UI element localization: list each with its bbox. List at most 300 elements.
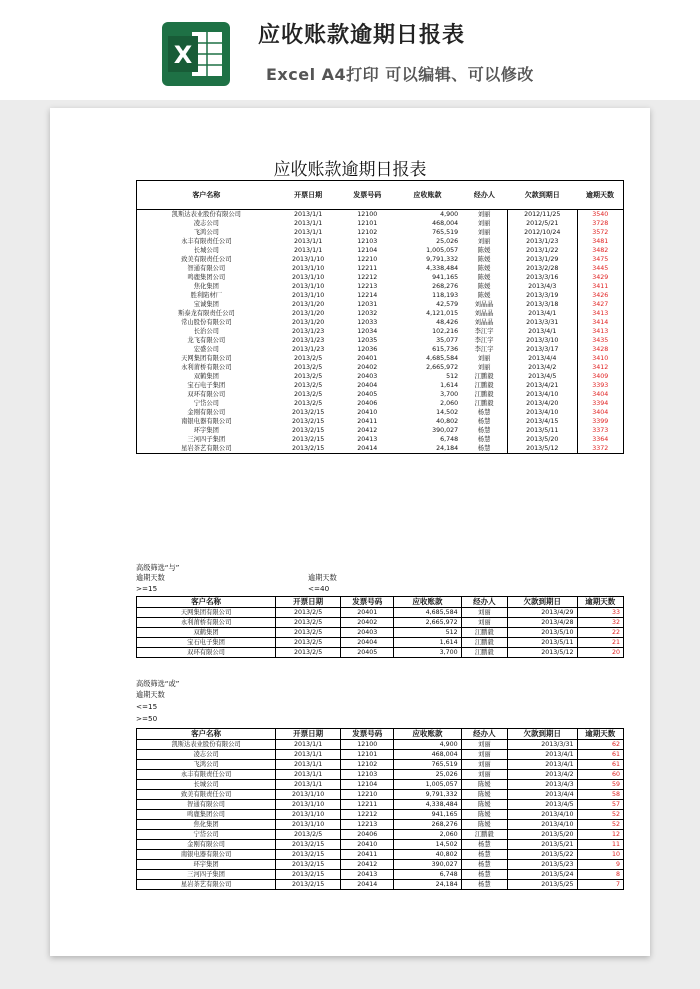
table-cell: 2013/1/22 bbox=[508, 246, 578, 255]
table-cell: 陈媛 bbox=[477, 265, 491, 272]
table-row bbox=[137, 309, 624, 318]
table-cell: 杨慧 bbox=[477, 436, 491, 443]
table-cell: 江鹏毅 bbox=[461, 830, 507, 840]
table-cell: 512 bbox=[394, 628, 461, 638]
table-cell: 南银电器有限公司 bbox=[181, 418, 232, 425]
table-cell: 飞鸿公司 bbox=[193, 229, 219, 236]
table-cell: 4,900 bbox=[440, 211, 459, 218]
table-cell: 20406 bbox=[357, 400, 378, 407]
table-cell: 3413 bbox=[592, 310, 609, 317]
table-cell: 4,121,015 bbox=[426, 310, 459, 317]
table-cell: 江鹏毅 bbox=[474, 391, 494, 398]
table-cell: 12103 bbox=[357, 238, 378, 245]
table-cell: 永丰有限责任公司 bbox=[137, 770, 276, 780]
table-cell: 陈媛 bbox=[477, 292, 491, 299]
table-cell: 2013/2/5 bbox=[276, 608, 341, 618]
table-cell: 118,193 bbox=[432, 292, 459, 299]
table-cell: 20411 bbox=[357, 418, 378, 425]
table-cell: 3475 bbox=[592, 256, 609, 263]
table-cell: 35,077 bbox=[436, 337, 459, 344]
table-cell: 2013/2/5 bbox=[276, 648, 341, 658]
table-cell: 智通有限公司 bbox=[187, 265, 226, 272]
column-header: 开票日期 bbox=[276, 181, 341, 210]
table-cell: 12101 bbox=[341, 750, 394, 760]
table-cell: 2013/1/1 bbox=[293, 229, 323, 236]
table-cell: 2013/1/29 bbox=[508, 255, 578, 264]
table-cell: 2013/5/21 bbox=[508, 840, 578, 850]
table-cell: 环宇集团 bbox=[193, 427, 219, 434]
table-cell: 杨慧 bbox=[477, 427, 491, 434]
table-cell: 2013/1/1 bbox=[276, 750, 341, 760]
table-cell: 胜利陷材厂 bbox=[190, 292, 223, 299]
table-cell: 3540 bbox=[592, 211, 609, 218]
table-cell: 2013/1/23 bbox=[508, 237, 578, 246]
table-cell: 2013/4/3 bbox=[508, 780, 578, 790]
table-cell: 天网集团有限公司 bbox=[181, 355, 232, 362]
sheet-page bbox=[50, 108, 650, 956]
table-cell: 3393 bbox=[592, 382, 609, 389]
filter-and-crit-value-2: <=40 bbox=[308, 584, 330, 593]
table-cell: 12102 bbox=[357, 229, 378, 236]
filter-or-crit-label: 逾期天数 bbox=[136, 690, 165, 699]
table-cell: 22 bbox=[577, 628, 623, 638]
table-cell: 2,665,972 bbox=[426, 364, 459, 371]
table-cell: 三河四子集团 bbox=[137, 870, 276, 880]
table-cell: 2013/2/28 bbox=[508, 264, 578, 273]
table-cell: 陈媛 bbox=[461, 790, 507, 800]
table-cell: 凯斯达表业股份有限公司 bbox=[137, 740, 276, 750]
table-cell: 12211 bbox=[357, 265, 378, 272]
table-row bbox=[137, 255, 624, 264]
table-row bbox=[137, 273, 624, 282]
column-header: 应收账款 bbox=[394, 729, 461, 740]
table-cell: 2013/3/19 bbox=[508, 291, 578, 300]
table-cell: 20404 bbox=[341, 638, 394, 648]
table-cell: 2013/2/15 bbox=[276, 860, 341, 870]
table-cell: 12031 bbox=[357, 301, 378, 308]
table-cell: 2012/10/24 bbox=[508, 228, 578, 237]
column-header: 经办人 bbox=[461, 181, 507, 210]
table-cell: 刘丽 bbox=[461, 740, 507, 750]
table-row bbox=[137, 760, 624, 770]
table-cell: 3,700 bbox=[394, 648, 461, 658]
table-cell: 3413 bbox=[592, 328, 609, 335]
table-cell: 2013/5/10 bbox=[508, 628, 578, 638]
table-cell: 2013/2/15 bbox=[276, 840, 341, 850]
table-cell: 2013/2/15 bbox=[276, 880, 341, 890]
table-cell: 陈媛 bbox=[461, 820, 507, 830]
table-cell: 25,026 bbox=[394, 770, 461, 780]
table-cell: 2013/2/5 bbox=[276, 830, 341, 840]
table-cell: 2013/2/5 bbox=[293, 382, 323, 389]
table-cell: 12214 bbox=[357, 292, 378, 299]
table-cell: 2013/5/20 bbox=[508, 830, 578, 840]
main-table-header bbox=[137, 181, 624, 210]
table-cell: 3404 bbox=[592, 391, 609, 398]
table-cell: 3482 bbox=[592, 247, 609, 254]
table-cell: 2013/5/12 bbox=[508, 444, 578, 454]
main-table bbox=[136, 180, 624, 454]
table-cell: 2013/1/10 bbox=[291, 292, 325, 299]
table-row bbox=[137, 435, 624, 444]
table-cell: 14,502 bbox=[394, 840, 461, 850]
column-header: 开票日期 bbox=[276, 597, 341, 608]
table-cell: 12033 bbox=[357, 319, 378, 326]
table-cell: 3481 bbox=[592, 238, 609, 245]
table-cell: 3428 bbox=[592, 346, 609, 353]
table-cell: 57 bbox=[577, 800, 623, 810]
table-cell: 飞鸿公司 bbox=[137, 760, 276, 770]
table-cell: 2013/1/1 bbox=[293, 211, 323, 218]
table-row bbox=[137, 219, 624, 228]
table-cell: 3435 bbox=[592, 337, 609, 344]
table-cell: 李江宇 bbox=[474, 337, 494, 344]
table-cell: 常山股份有限公司 bbox=[181, 319, 232, 326]
table-cell: 陈媛 bbox=[477, 274, 491, 281]
table-cell: 长治公司 bbox=[193, 328, 219, 335]
table-cell: 12210 bbox=[341, 790, 394, 800]
table-cell: 2013/1/1 bbox=[276, 780, 341, 790]
table-cell: 2013/1/23 bbox=[291, 337, 325, 344]
svg-text:X: X bbox=[173, 41, 193, 69]
table-row bbox=[137, 399, 624, 408]
table-cell: 2013/4/1 bbox=[508, 309, 578, 318]
table-cell: 941,165 bbox=[432, 274, 459, 281]
table-row bbox=[137, 850, 624, 860]
column-header: 欠款到期日 bbox=[508, 597, 578, 608]
table-row bbox=[137, 381, 624, 390]
table-cell: 2013/1/10 bbox=[276, 790, 341, 800]
table-cell: 刘丽 bbox=[477, 220, 491, 227]
table-cell: 52 bbox=[577, 820, 623, 830]
table-cell: 2013/1/23 bbox=[291, 328, 325, 335]
table-cell: 12213 bbox=[357, 283, 378, 290]
table-cell: 20411 bbox=[341, 850, 394, 860]
table-cell: 12213 bbox=[341, 820, 394, 830]
table-cell: 2013/1/10 bbox=[276, 800, 341, 810]
table-cell: 江鹏毅 bbox=[461, 638, 507, 648]
table-cell: 永丰有限责任公司 bbox=[181, 238, 232, 245]
table-cell: 凌志公司 bbox=[137, 750, 276, 760]
table-cell: 双环有限公司 bbox=[137, 648, 276, 658]
table-cell: 40,802 bbox=[436, 418, 459, 425]
table-row bbox=[137, 608, 624, 618]
table-cell: 12212 bbox=[357, 274, 378, 281]
table-cell: 14,502 bbox=[436, 409, 459, 416]
table-cell: 12036 bbox=[357, 346, 378, 353]
table-cell: 杨慧 bbox=[477, 445, 491, 452]
table-cell: 12210 bbox=[357, 256, 378, 263]
filter-and-crit-value-1: >=15 bbox=[136, 584, 158, 593]
table-cell: 陈媛 bbox=[461, 810, 507, 820]
table-cell: 杨慧 bbox=[477, 409, 491, 416]
table-row bbox=[137, 880, 624, 890]
table-cell: 永利莆桥有限公司 bbox=[181, 364, 232, 371]
table-cell: 刘丽 bbox=[461, 608, 507, 618]
sheet-title: 应收账款逾期日报表 bbox=[273, 160, 427, 180]
table-cell: 陈媛 bbox=[477, 256, 491, 263]
table-cell: 3572 bbox=[592, 229, 609, 236]
table-row bbox=[137, 246, 624, 255]
table-cell: 24,184 bbox=[394, 880, 461, 890]
column-header: 欠款到期日 bbox=[508, 729, 578, 740]
table-row bbox=[137, 780, 624, 790]
table-cell: 2013/1/1 bbox=[293, 220, 323, 227]
table-cell: 3412 bbox=[592, 364, 609, 371]
table-cell: 刘丽 bbox=[461, 770, 507, 780]
table-row bbox=[137, 840, 624, 850]
table-cell: 2013/2/15 bbox=[276, 870, 341, 880]
table-cell: 2013/2/5 bbox=[293, 400, 323, 407]
table-cell: 鸣鹿集团公司 bbox=[137, 810, 276, 820]
table-cell: 2013/1/1 bbox=[276, 760, 341, 770]
table-cell: 金刚有限公司 bbox=[137, 840, 276, 850]
filter-and-crit-label-1: 逾期天数 bbox=[136, 573, 165, 582]
table-cell: 12100 bbox=[341, 740, 394, 750]
table-cell: 3404 bbox=[592, 409, 609, 416]
column-header: 客户名称 bbox=[137, 729, 276, 740]
table-cell: 刘丽 bbox=[477, 238, 491, 245]
table-cell: 2013/3/31 bbox=[508, 318, 578, 327]
table-cell: 20405 bbox=[341, 648, 394, 658]
table-cell: 1,614 bbox=[394, 638, 461, 648]
table-row bbox=[137, 790, 624, 800]
table-cell: 江鹏毅 bbox=[474, 373, 494, 380]
column-header: 发票号码 bbox=[341, 729, 394, 740]
table-cell: 2013/2/15 bbox=[276, 850, 341, 860]
table-cell: 刘丽 bbox=[477, 364, 491, 371]
table-cell: 3394 bbox=[592, 400, 609, 407]
table-row bbox=[137, 628, 624, 638]
table-cell: 2013/2/5 bbox=[293, 355, 323, 362]
banner bbox=[0, 0, 700, 100]
table-cell: 2013/2/15 bbox=[291, 445, 325, 452]
table-cell: 32 bbox=[577, 618, 623, 628]
table-cell: 2013/3/10 bbox=[508, 336, 578, 345]
table-cell: 焦化集团 bbox=[137, 820, 276, 830]
table-cell: 12101 bbox=[357, 220, 378, 227]
filter-and-table bbox=[136, 596, 624, 658]
table-cell: 20413 bbox=[357, 436, 378, 443]
table-row bbox=[137, 444, 624, 454]
table-cell: 9 bbox=[577, 860, 623, 870]
table-cell: 4,685,584 bbox=[426, 355, 459, 362]
table-cell: 2013/4/10 bbox=[508, 408, 578, 417]
table-cell: 8 bbox=[577, 870, 623, 880]
table-cell: 20412 bbox=[357, 427, 378, 434]
table-cell: 2013/2/5 bbox=[276, 638, 341, 648]
table-cell: 20 bbox=[577, 648, 623, 658]
table-cell: 陈媛 bbox=[461, 800, 507, 810]
table-cell: 58 bbox=[577, 790, 623, 800]
table-cell: 2013/2/5 bbox=[276, 628, 341, 638]
table-cell: 2013/2/15 bbox=[291, 409, 325, 416]
table-cell: 江鹏毅 bbox=[474, 382, 494, 389]
table-cell: 20401 bbox=[341, 608, 394, 618]
table-cell: 3372 bbox=[592, 445, 609, 452]
table-cell: 42,579 bbox=[436, 301, 459, 308]
table-cell: 3445 bbox=[592, 265, 609, 272]
table-cell: 615,736 bbox=[432, 346, 459, 353]
table-cell: 智通有限公司 bbox=[137, 800, 276, 810]
table-cell: 李江宇 bbox=[474, 328, 494, 335]
table-cell: 12104 bbox=[341, 780, 394, 790]
table-cell: 2013/1/10 bbox=[291, 265, 325, 272]
table-cell: 焦化集团 bbox=[193, 283, 219, 290]
table-cell: 61 bbox=[577, 760, 623, 770]
table-cell: 宝诚集团 bbox=[193, 301, 219, 308]
table-row bbox=[137, 228, 624, 237]
table-cell: 2013/2/5 bbox=[276, 618, 341, 628]
table-cell: 3410 bbox=[592, 355, 609, 362]
table-row bbox=[137, 820, 624, 830]
table-cell: 刘丽 bbox=[461, 760, 507, 770]
table-cell: 江鹏毅 bbox=[461, 628, 507, 638]
table-cell: 12 bbox=[577, 830, 623, 840]
table-cell: 2013/5/11 bbox=[508, 426, 578, 435]
table-cell: 2013/2/15 bbox=[291, 427, 325, 434]
table-row bbox=[137, 638, 624, 648]
column-header: 逾期天数 bbox=[577, 597, 623, 608]
table-cell: 3414 bbox=[592, 319, 609, 326]
table-row bbox=[137, 426, 624, 435]
table-cell: 2013/4/1 bbox=[508, 327, 578, 336]
table-cell: 1,614 bbox=[440, 382, 459, 389]
table-cell: 杨慧 bbox=[461, 880, 507, 890]
table-row bbox=[137, 372, 624, 381]
table-cell: 杨慧 bbox=[461, 840, 507, 850]
table-cell: 2013/1/10 bbox=[291, 283, 325, 290]
table-row bbox=[137, 291, 624, 300]
table-cell: 2013/2/15 bbox=[291, 418, 325, 425]
table-cell: 鸣鹿集团公司 bbox=[187, 274, 226, 281]
table-cell: 星岩茶艺有限公司 bbox=[181, 445, 232, 452]
table-cell: 6,748 bbox=[440, 436, 459, 443]
table-cell: 390,027 bbox=[394, 860, 461, 870]
table-cell: 11 bbox=[577, 840, 623, 850]
table-cell: 2013/1/23 bbox=[291, 346, 325, 353]
table-cell: 12103 bbox=[341, 770, 394, 780]
table-cell: 7 bbox=[577, 880, 623, 890]
table-cell: 12100 bbox=[357, 211, 378, 218]
table-cell: 12034 bbox=[357, 328, 378, 335]
table-cell: 10 bbox=[577, 850, 623, 860]
table-cell: 20412 bbox=[341, 860, 394, 870]
table-row bbox=[137, 363, 624, 372]
table-cell: 斯泰龙有限责任公司 bbox=[177, 310, 235, 317]
table-cell: 2013/5/25 bbox=[508, 880, 578, 890]
table-cell: 20410 bbox=[341, 840, 394, 850]
table-cell: 李江宇 bbox=[474, 346, 494, 353]
table-cell: 刘丽 bbox=[477, 355, 491, 362]
table-row bbox=[137, 327, 624, 336]
table-cell: 宝石电子集团 bbox=[187, 382, 226, 389]
table-cell: 2013/4/1 bbox=[508, 760, 578, 770]
table-cell: 52 bbox=[577, 810, 623, 820]
table-cell: 双鹤集团 bbox=[137, 628, 276, 638]
table-cell: 2013/4/21 bbox=[508, 381, 578, 390]
table-row bbox=[137, 354, 624, 363]
table-cell: 天网集团有限公司 bbox=[137, 608, 276, 618]
table-cell: 765,519 bbox=[394, 760, 461, 770]
table-cell: 2013/4/3 bbox=[508, 282, 578, 291]
table-row bbox=[137, 264, 624, 273]
table-cell: 2013/4/10 bbox=[508, 820, 578, 830]
table-cell: 双鹤集团 bbox=[193, 373, 219, 380]
table-row bbox=[137, 282, 624, 291]
table-row bbox=[137, 336, 624, 345]
table-cell: 4,338,484 bbox=[426, 265, 459, 272]
filter-or-table bbox=[136, 728, 624, 890]
table-cell: 12102 bbox=[341, 760, 394, 770]
table-cell: 刘晶晶 bbox=[474, 301, 494, 308]
table-cell: 2013/4/10 bbox=[508, 810, 578, 820]
table-cell: 金刚有限公司 bbox=[187, 409, 226, 416]
table-cell: 双环有限公司 bbox=[187, 391, 226, 398]
table-cell: 刘晶晶 bbox=[474, 310, 494, 317]
table-cell: 12211 bbox=[341, 800, 394, 810]
table-cell: 宏盛公司 bbox=[193, 346, 219, 353]
table-row bbox=[137, 830, 624, 840]
table-cell: 2,060 bbox=[394, 830, 461, 840]
table-cell: 2013/4/2 bbox=[508, 770, 578, 780]
table-cell: 33 bbox=[577, 608, 623, 618]
table-cell: 星岩茶艺有限公司 bbox=[137, 880, 276, 890]
table-cell: 2013/3/18 bbox=[508, 300, 578, 309]
table-row bbox=[137, 237, 624, 246]
table-cell: 2013/3/16 bbox=[508, 273, 578, 282]
banner-subtitle: Excel A4打印 可以编辑、可以修改 bbox=[266, 65, 534, 84]
table-row bbox=[137, 618, 624, 628]
table-cell: 3364 bbox=[592, 436, 609, 443]
table-cell: 12035 bbox=[357, 337, 378, 344]
table-cell: 1,005,057 bbox=[426, 247, 459, 254]
table-cell: 2012/5/21 bbox=[508, 219, 578, 228]
column-header: 发票号码 bbox=[341, 597, 394, 608]
column-header: 发票号码 bbox=[341, 181, 394, 210]
table-cell: 2013/4/1 bbox=[508, 750, 578, 760]
table-cell: 20403 bbox=[357, 373, 378, 380]
table-cell: 3399 bbox=[592, 418, 609, 425]
table-cell: 长城公司 bbox=[137, 780, 276, 790]
table-row bbox=[137, 810, 624, 820]
table-cell: 2012/11/25 bbox=[508, 210, 578, 220]
table-row bbox=[137, 870, 624, 880]
table-cell: 25,026 bbox=[436, 238, 459, 245]
table-cell: 刘晶晶 bbox=[474, 319, 494, 326]
filter-or-heading: 高级筛选“或” bbox=[136, 679, 180, 688]
table-row bbox=[137, 417, 624, 426]
banner-title: 应收账款逾期日报表 bbox=[258, 23, 466, 48]
table-cell: 刘丽 bbox=[461, 750, 507, 760]
table-cell: 468,004 bbox=[394, 750, 461, 760]
table-cell: 2013/5/23 bbox=[508, 860, 578, 870]
table-cell: 2013/3/31 bbox=[508, 740, 578, 750]
table-cell: 102,216 bbox=[432, 328, 459, 335]
table-cell: 2013/1/20 bbox=[291, 310, 325, 317]
table-cell: 2013/1/1 bbox=[293, 238, 323, 245]
table-cell: 2013/4/10 bbox=[508, 390, 578, 399]
table-cell: 390,027 bbox=[432, 427, 459, 434]
table-cell: 4,685,584 bbox=[394, 608, 461, 618]
table-cell: 江鹏毅 bbox=[474, 400, 494, 407]
table-cell: 3373 bbox=[592, 427, 609, 434]
table-cell: 2013/4/28 bbox=[508, 618, 578, 628]
table-cell: 2013/1/1 bbox=[276, 770, 341, 780]
table-cell: 2013/1/10 bbox=[276, 820, 341, 830]
table-cell: 2013/4/4 bbox=[508, 790, 578, 800]
table-cell: 3409 bbox=[592, 373, 609, 380]
